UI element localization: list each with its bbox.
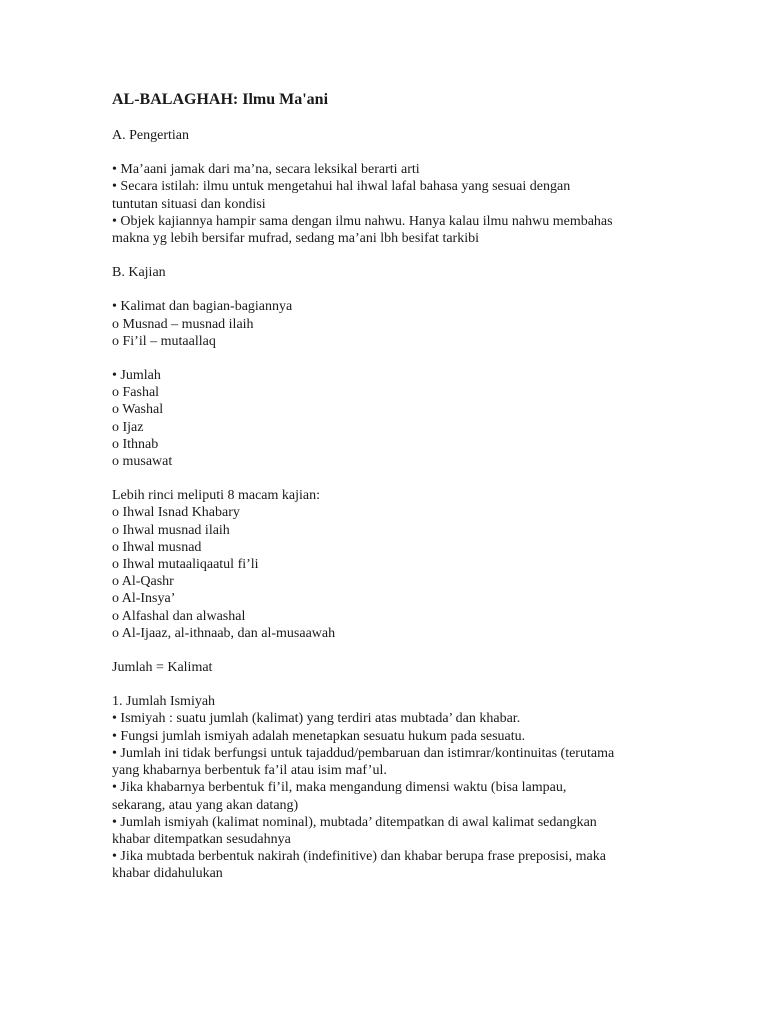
section-b-heading: B. Kajian [112, 265, 166, 281]
text-line: o Ihwal Isnad Khabary [112, 505, 240, 521]
document-title: AL-BALAGHAH: Ilmu Ma'ani [112, 91, 329, 108]
text-line: yang khabarnya berbentuk fa’il atau isim maf’ul. [112, 763, 387, 779]
text-line: o Fi’il – mutaallaq [112, 333, 216, 349]
text-line: makna yg lebih bersifar mufrad, sedang ma’ani lbh besifat tarkibi [112, 231, 479, 247]
text-line: o Musnad – musnad ilaih [112, 316, 254, 332]
text-line: khabar ditempatkan sesudahnya [112, 831, 291, 847]
text-line: Lebih rinci meliputi 8 macam kajian: [112, 488, 320, 504]
text-line: • Jumlah ismiyah (kalimat nominal), mubtada’ ditempatkan di awal kalimat sedangkan [112, 814, 597, 830]
text-line: • Jika mubtada berbentuk nakirah (indefinitive) dan khabar berupa frase preposisi, maka [112, 849, 606, 865]
text-line: o Ihwal musnad ilaih [112, 522, 230, 538]
text-line: • Fungsi jumlah ismiyah adalah menetapkan sesuatu hukum pada sesuatu. [112, 728, 526, 744]
text-line: • Secara istilah: ilmu untuk mengetahui hal ihwal lafal bahasa yang sesuai dengan [112, 179, 571, 195]
section-b-group-jumlah [112, 367, 712, 470]
text-line: • Objek kajiannya hampir sama dengan ilmu nahwu. Hanya kalau ilmu nahwu membahas [112, 213, 613, 229]
text-line: o musawat [112, 454, 173, 470]
text-line: o Al-Ijaaz, al-ithnaab, dan al-musaawah [112, 625, 336, 641]
text-line: • Jika khabarnya berbentuk fi’il, maka mengandung dimensi waktu (bisa lampau, [112, 780, 567, 796]
text-line: o Washal [112, 402, 164, 418]
text-line: • Kalimat dan bagian-bagiannya [112, 299, 293, 315]
text-line: o Al-Qashr [112, 574, 174, 590]
text-line: • Jumlah [112, 368, 161, 384]
text-line: o Ihwal mutaaliqaatul fi’li [112, 557, 259, 573]
text-line: khabar didahulukan [112, 866, 223, 882]
section-a-list [112, 161, 712, 247]
text-line: o Fashal [112, 385, 160, 401]
text-line: • Ismiyah : suatu jumlah (kalimat) yang terdiri atas mubtada’ dan khabar. [112, 711, 521, 727]
text-line: o Alfashal dan alwashal [112, 608, 246, 624]
jumlah-definition: Jumlah = Kalimat [112, 660, 213, 676]
section-b-group-kalimat [112, 298, 712, 350]
text-line: o Ijaz [112, 419, 144, 435]
text-line: o Ihwal musnad [112, 539, 202, 555]
section-a-heading: A. Pengertian [112, 128, 189, 143]
text-line: o Al-Insya’ [112, 591, 176, 607]
text-line: 1. Jumlah Ismiyah [112, 694, 216, 710]
text-line: tuntutan situasi dan kondisi [112, 196, 266, 212]
section-1-list [112, 693, 712, 882]
text-line: o Ithnab [112, 436, 159, 452]
text-line: • Jumlah ini tidak berfungsi untuk tajaddud/pembaruan dan istimrar/kontinuitas (terutama [112, 745, 615, 761]
text-line: sekarang, atau yang akan datang) [112, 797, 299, 813]
section-b-group-rinci [112, 487, 712, 642]
document-page [112, 90, 712, 900]
text-line: • Ma’aani jamak dari ma’na, secara leksikal berarti arti [112, 162, 420, 178]
